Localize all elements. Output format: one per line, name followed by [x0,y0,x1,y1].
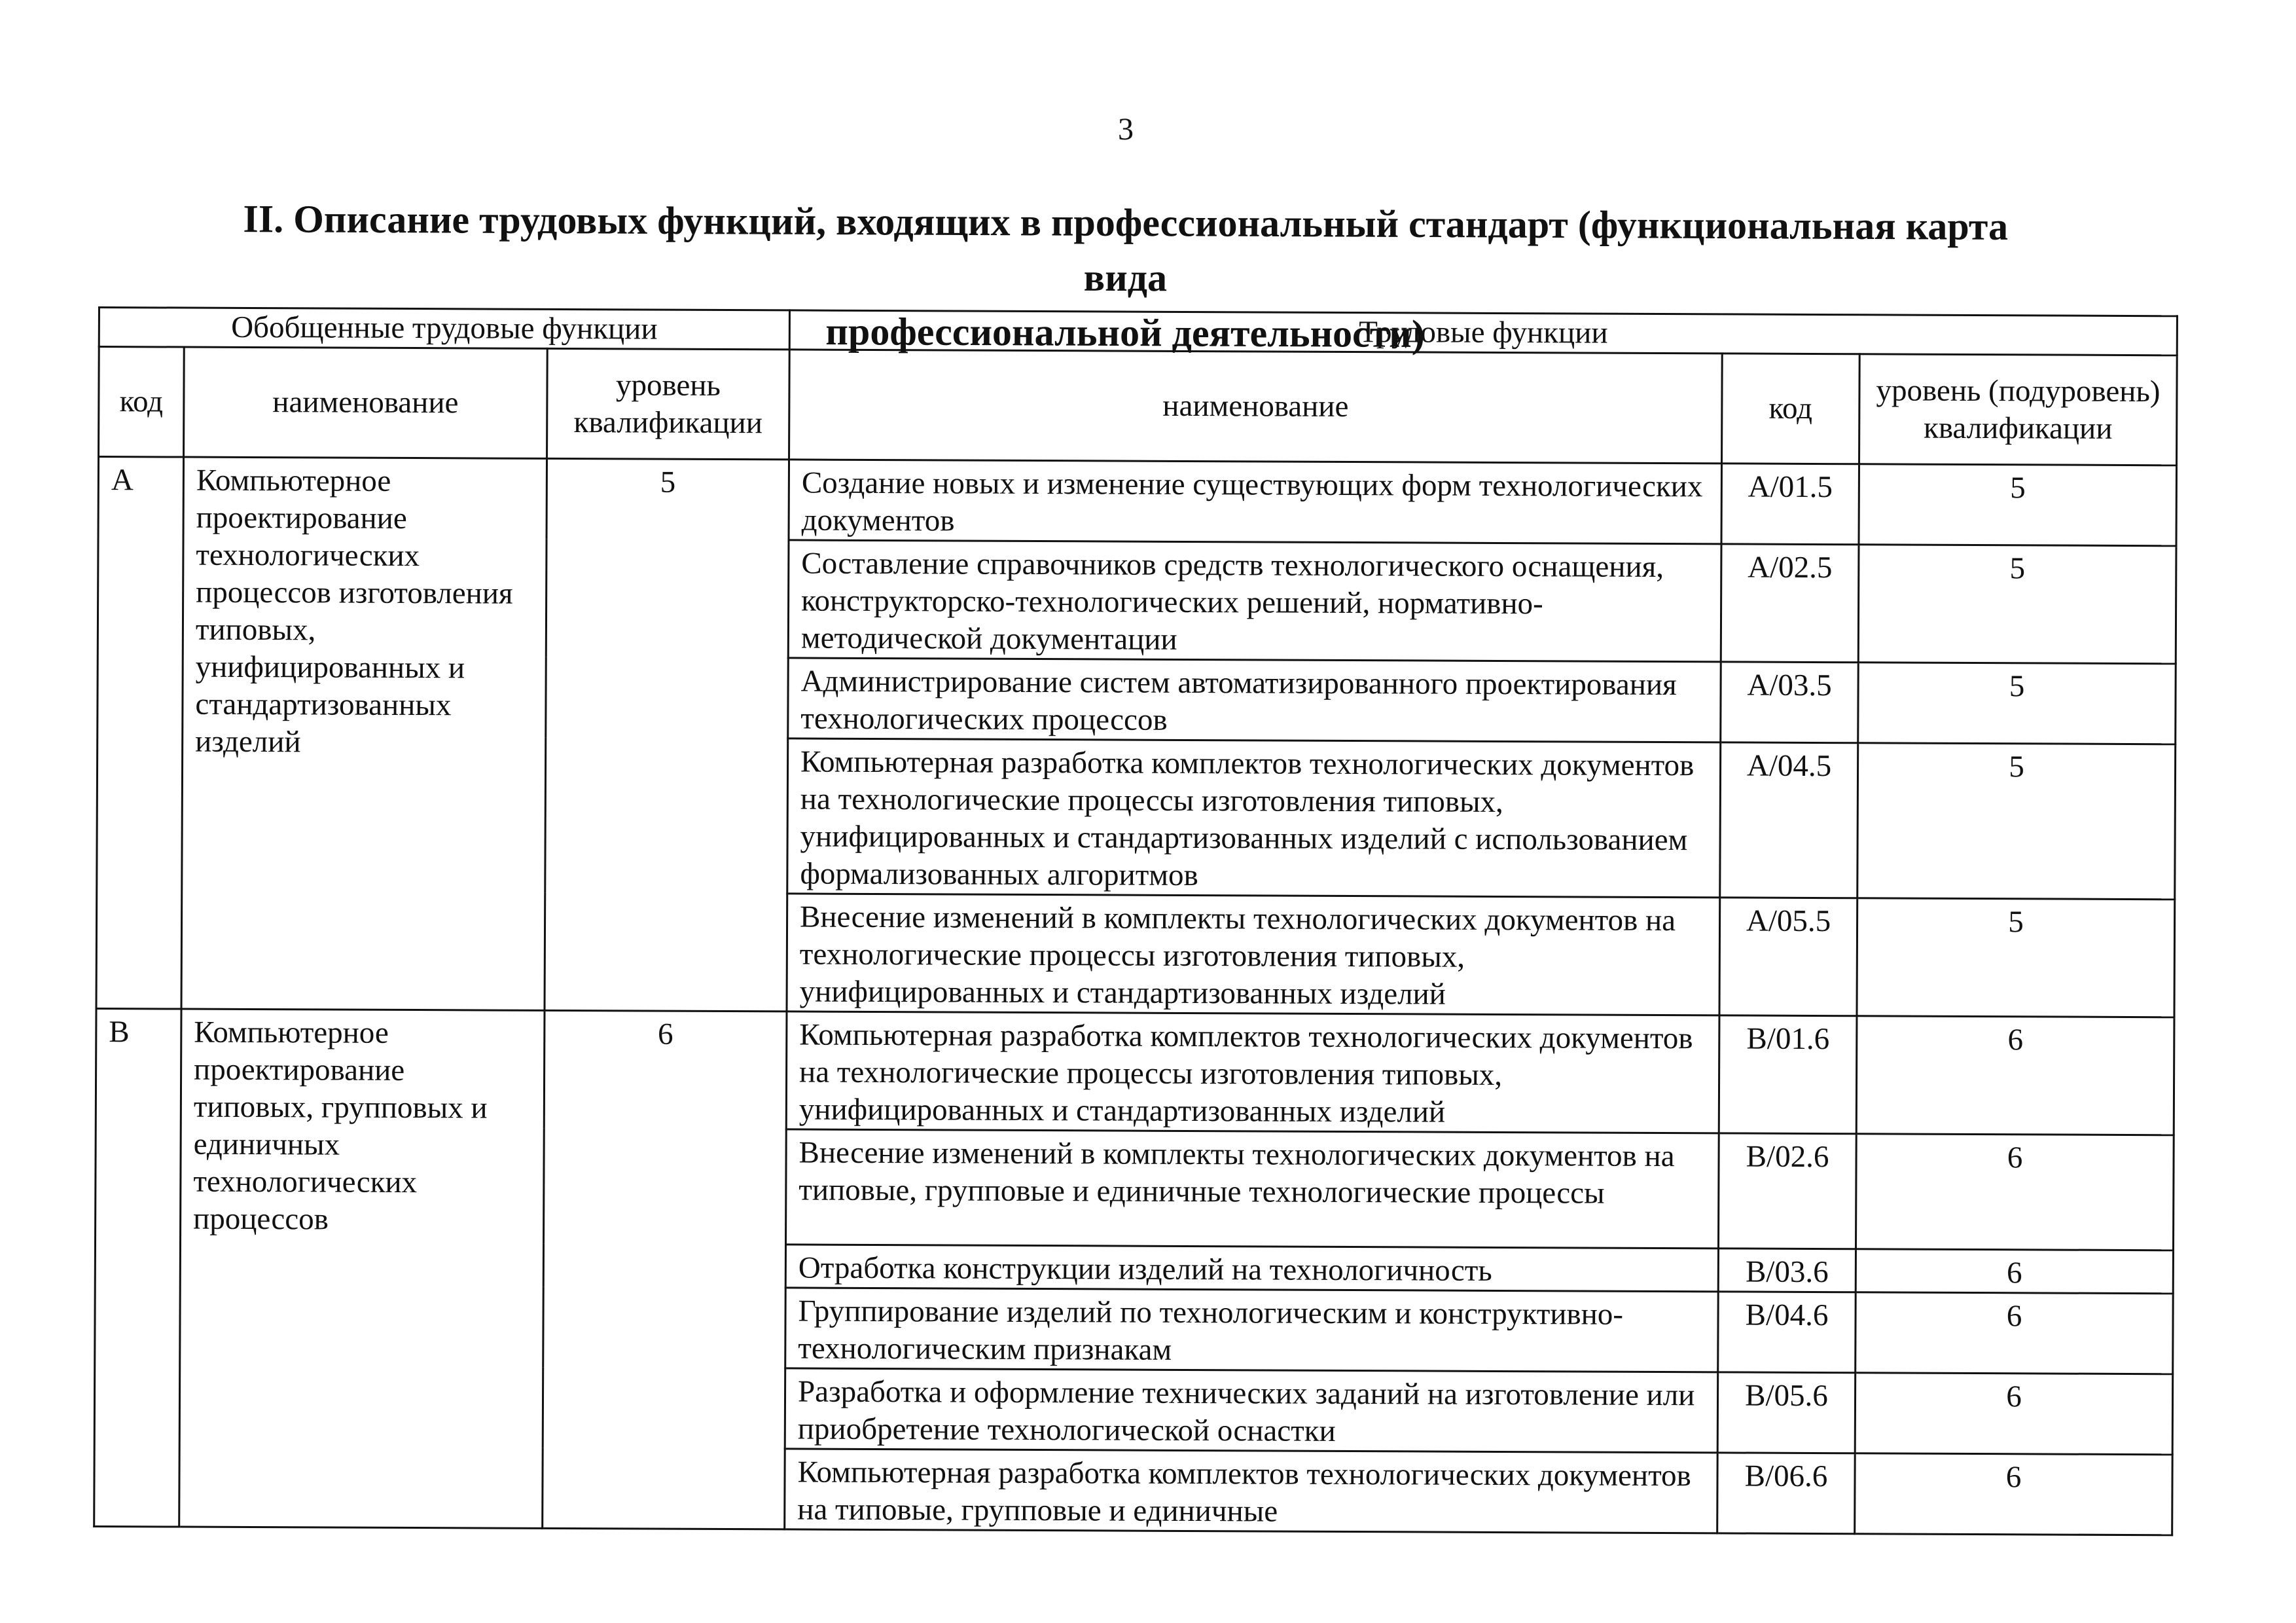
labor-function-name: Внесение изменений в комплекты технологических документов на технологические процессы изготовления типовых, унифицированных и стандартизованных изделий [787,894,1720,1015]
labor-function-name: Внесение изменений в комплекты технологических документов на типовые, групповые и единичные технологические процессы [786,1129,1719,1249]
labor-function-level: 5 [1857,898,2175,1017]
labor-function-name: Отработка конструкции изделий на технологичность [785,1245,1718,1292]
labor-function-code: A/01.5 [1721,464,1859,545]
labor-function-level: 6 [1856,1249,2173,1294]
labor-function-code: A/04.5 [1720,742,1858,898]
labor-function-code: B/04.6 [1718,1292,1856,1373]
labor-function-name: Компьютерная разработка комплектов технологических документов на технологические процессы изготовления типовых, унифицированных и стандартизованных изделий [786,1012,1719,1133]
labor-function-name: Разработка и оформление технических заданий на изготовление или приобретение технологической оснастки [785,1368,1718,1453]
labor-function-level: 5 [1859,464,2177,546]
header-generalized-functions: Обобщенные трудовые функции [99,308,789,350]
labor-function-level: 6 [1855,1453,2173,1535]
header-gen-level: уровень квалификации [547,348,790,460]
header-tf-level: уровень (подуровень) квалификации [1859,354,2178,465]
labor-function-name: Компьютерная разработка комплектов технологических документов на типовые, групповые и единичные [785,1449,1718,1533]
section-title-line-2: профессиональной деятельности) [825,310,1425,356]
labor-function-name: Составление справочников средств технологического оснащения, конструкторско-технологических решений, нормативно-методической документации [788,540,1721,662]
section-title-line-1: II. Описание трудовых функций, входящих в профессиональный стандарт (функциональная карта вида [243,197,2009,300]
header-tf-name: наименование [789,350,1723,464]
generalized-function-code: A [96,457,184,1010]
labor-function-level: 5 [1858,663,2176,744]
labor-function-code: B/05.6 [1717,1372,1856,1453]
header-labor-functions: Трудовые функции [789,310,2177,356]
functional-map-table [93,306,2178,1536]
table-row [98,457,2177,546]
labor-function-code: B/01.6 [1719,1015,1857,1134]
labor-function-level: 5 [1857,743,2176,900]
generalized-function-name: Компьютерное проектирование технологических процессов изготовления типовых, унифицированных и стандартизованных изделий [181,457,547,1010]
labor-function-name: Администрирование систем автоматизированного проектирования технологических процессов [788,658,1721,742]
functional-map-table-container [93,306,2178,1536]
labor-function-code: A/05.5 [1719,898,1857,1016]
generalized-function-level: 5 [545,458,789,1012]
generalized-function-level: 6 [543,1010,787,1529]
labor-function-code: B/03.6 [1718,1249,1856,1292]
labor-function-level: 6 [1855,1373,2173,1455]
labor-function-code: A/03.5 [1721,662,1859,743]
labor-function-name: Компьютерная разработка комплектов технологических документов на технологические процессы изготовления типовых, унифицированных и стандартизованных изделий с использованием формализованных алгоритмов [787,739,1721,898]
page-number: 3 [1118,112,1134,147]
labor-function-name: Создание новых и изменение существующих форм технологических документов [789,460,1722,544]
header-gen-name: наименование [184,347,548,458]
generalized-function-name: Компьютерное проектирование типовых, групповых и единичных технологических процессов [179,1009,545,1528]
table-body [94,457,2177,1535]
labor-function-code: B/02.6 [1718,1133,1856,1249]
labor-function-level: 5 [1858,545,2176,664]
labor-function-name: Группирование изделий по технологическим и конструктивно-технологическим признакам [785,1288,1719,1372]
labor-function-level: 6 [1856,1292,2174,1374]
header-gen-code: код [99,347,185,458]
labor-function-code: A/02.5 [1721,544,1859,663]
labor-function-code: B/06.6 [1717,1453,1856,1534]
header-tf-code: код [1722,354,1860,464]
labor-function-level: 6 [1856,1134,2174,1250]
table-row [96,1008,2174,1135]
labor-function-level: 6 [1856,1016,2174,1135]
generalized-function-code: B [94,1008,181,1527]
